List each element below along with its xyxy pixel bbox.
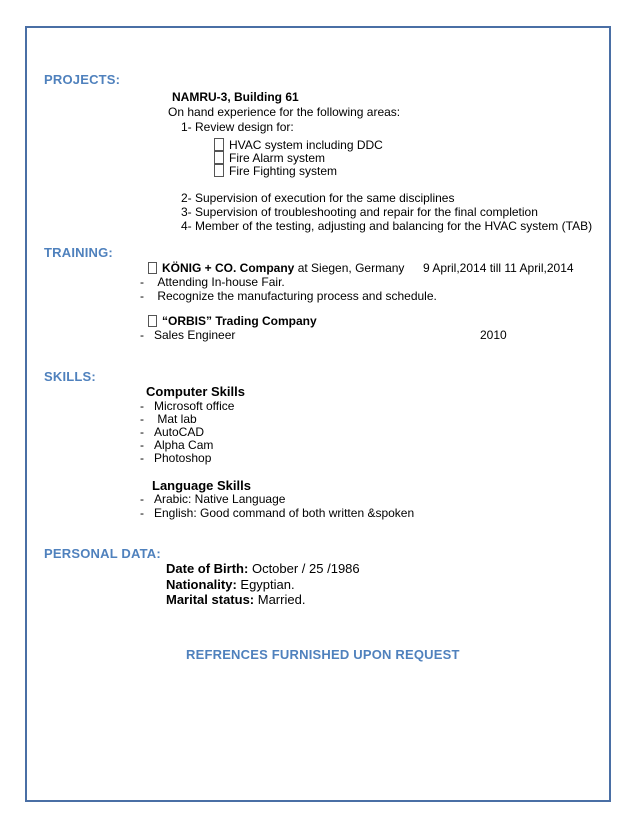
dob-label: Date of Birth: [166, 561, 249, 576]
computer-skill-text: Microsoft office [154, 399, 235, 413]
project-item-1: 1- Review design for: [181, 120, 294, 134]
training-entry-2 [148, 314, 317, 328]
computer-skill-text: Alpha Cam [154, 438, 214, 452]
project-bullet-text: HVAC system including DDC [229, 138, 383, 152]
language-skill: - Arabic: Native Language [140, 492, 286, 506]
project-item-3: 3- Supervision of troubleshooting and repair for the final completion [181, 205, 538, 219]
bullet-icon [214, 151, 224, 164]
training-entry-1 [148, 261, 404, 275]
training-company-2: “ORBIS” Trading Company [162, 314, 317, 328]
training-location-1: at Siegen, Germany [294, 261, 405, 275]
references-note: REFRENCES FURNISHED UPON REQUEST [186, 647, 460, 662]
training-role-text: Sales Engineer [154, 328, 236, 342]
training-company-1: KÖNIG + CO. Company [162, 261, 295, 275]
project-item-2: 2- Supervision of execution for the same disciplines [181, 191, 455, 205]
language-skill-text: Arabic: Native Language [154, 492, 286, 506]
project-title: NAMRU-3, Building 61 [172, 90, 299, 104]
computer-skill: - Alpha Cam [140, 438, 214, 452]
project-intro: On hand experience for the following areas: [168, 105, 401, 119]
training-line-text: Recognize the manufacturing process and schedule. [157, 289, 437, 303]
bullet-icon [148, 262, 157, 274]
computer-skills-title: Computer Skills [146, 384, 245, 399]
computer-skill-text: Mat lab [154, 412, 197, 426]
bullet-icon [148, 315, 157, 327]
nationality-label: Nationality: [166, 577, 237, 592]
bullet-icon [214, 138, 224, 151]
marital-status [166, 592, 305, 607]
training-role: - Sales Engineer [140, 328, 236, 342]
training-year: 2010 [480, 328, 507, 342]
skills-heading: SKILLS: [44, 369, 96, 384]
training-line-text: Attending In-house Fair. [157, 275, 285, 289]
language-skills-title: Language Skills [152, 478, 251, 493]
computer-skill-text: Photoshop [154, 451, 212, 465]
project-bullet [214, 164, 337, 178]
training-date-1: 9 April,2014 till 11 April,2014 [423, 261, 574, 275]
computer-skill: - Mat lab [140, 412, 197, 426]
project-bullet [214, 151, 325, 165]
project-bullet-text: Fire Alarm system [229, 151, 326, 165]
training-line: - Attending In-house Fair. [140, 275, 285, 289]
date-of-birth [166, 561, 360, 576]
computer-skill-text: AutoCAD [154, 425, 205, 439]
computer-skill: - AutoCAD [140, 425, 205, 439]
language-skill: - English: Good command of both written &spoken [140, 506, 415, 520]
computer-skill: - Photoshop [140, 451, 212, 465]
project-item-4: 4- Member of the testing, adjusting and balancing for the HVAC system (TAB) [181, 219, 593, 233]
project-bullet-text: Fire Fighting system [229, 164, 338, 178]
marital-label: Marital status: [166, 592, 255, 607]
personal-data-heading: PERSONAL DATA: [44, 546, 161, 561]
nationality-value: Egyptian. [236, 577, 295, 592]
project-bullet [214, 138, 383, 152]
nationality [166, 577, 295, 592]
training-heading: TRAINING: [44, 245, 113, 260]
language-skill-text: English: Good command of both written &spoken [154, 506, 415, 520]
computer-skill: - Microsoft office [140, 399, 235, 413]
dob-value: October / 25 /1986 [248, 561, 360, 576]
projects-heading: PROJECTS: [44, 72, 121, 87]
bullet-icon [214, 164, 224, 177]
training-line: - Recognize the manufacturing process and schedule. [140, 289, 437, 303]
marital-value: Married. [254, 592, 306, 607]
